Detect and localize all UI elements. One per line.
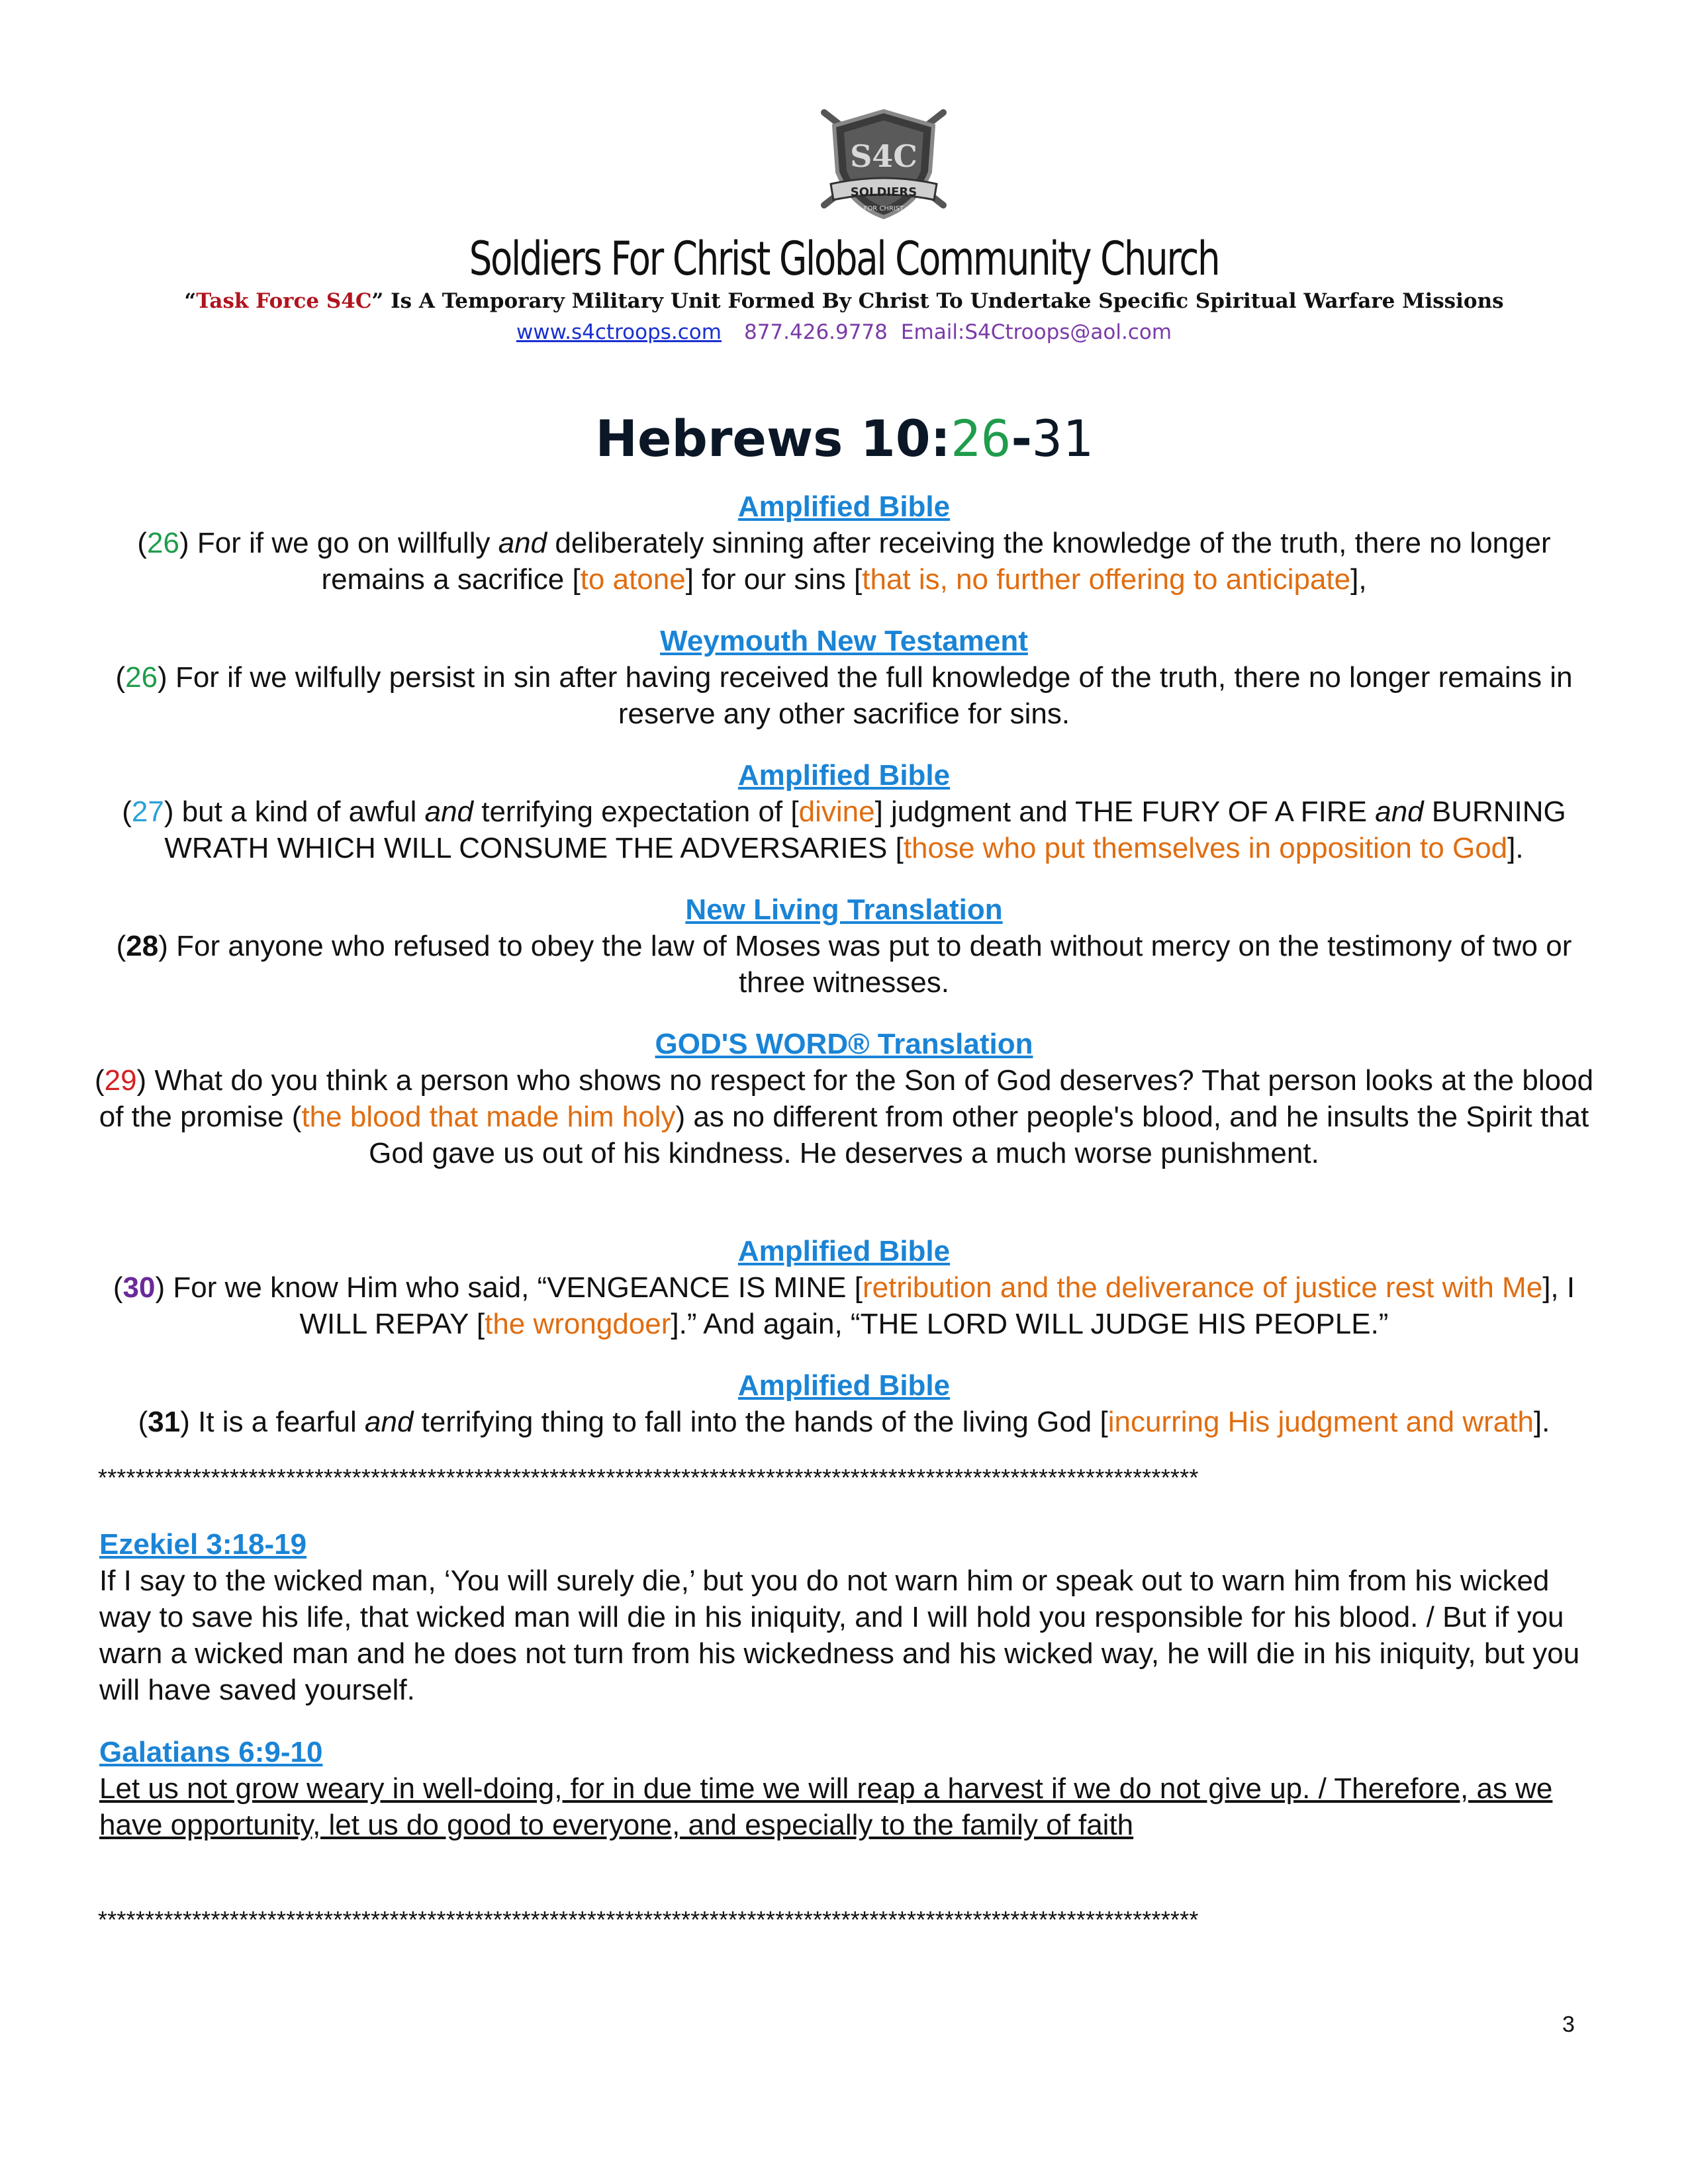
verse-number: 26 <box>147 527 179 559</box>
verse-amplification: divine <box>798 796 875 828</box>
email-address: Email:S4Ctroops@aol.com <box>900 320 1172 344</box>
verse-text: (29) What do you think a person who shows no respect for the Son of God deserves? That person looks at the blood of the promise (the blood that made him holy) as no different from other people's blood, and he insults the Spirit that God gave us out of his kindness. He deserves a much worse punishment. <box>94 1064 1594 1169</box>
separator-line: ********************************************************************************************************************* <box>98 1906 1199 1933</box>
verse-text-part: but a kind of awful <box>181 796 425 828</box>
verse-amplification: to atone <box>580 563 686 596</box>
verse-block <box>93 1233 1595 1342</box>
page-number: 3 <box>1562 2012 1575 2037</box>
reference-title[interactable]: Galatians 6:9-10 <box>99 1736 323 1768</box>
logo-text: S4C <box>850 138 917 174</box>
logo-subtext: FOR CHRIST <box>863 205 904 212</box>
reference-text: If I say to the wicked man, ‘You will surely die,’ but you do not warn him or speak out to warn him from his wicked way to save his life, that wicked man will die in his iniquity, and I will hold you responsible for his blood. / But if you warn a wicked man and he does not turn from his wickedness and his wicked way, he will die in his iniquity, but you will have saved yourself. <box>99 1565 1580 1706</box>
verse-text-part: ] for our sins [ <box>685 563 863 596</box>
verse-block <box>93 623 1595 732</box>
reference-block <box>99 1526 1595 1708</box>
tagline-task-force: Task Force S4C <box>196 289 372 313</box>
verse-text-italic: and <box>1375 796 1424 828</box>
title-start-verse: 26 <box>951 409 1011 468</box>
verse-text: (26) For if we go on willfully and deliberately sinning after receiving the knowledge of the truth, there no longer remains a sacrifice [to atone] for our sins [that is, no further offering to anticipate], <box>137 527 1551 596</box>
verse-number: 31 <box>148 1406 181 1438</box>
verse-block <box>93 1367 1595 1440</box>
verse-text-italic: and <box>424 796 474 828</box>
verse-amplification: those who put themselves in opposition to God <box>903 832 1508 864</box>
logo-banner: SOLDIERS <box>850 185 917 199</box>
verse-text-part: For if we go on willfully <box>197 527 498 559</box>
verse-block <box>93 488 1595 598</box>
translation-link[interactable]: GOD'S WORD® Translation <box>655 1028 1033 1060</box>
verse-text-part: ].” And again, “THE LORD WILL JUDGE HIS PEOPLE.” <box>671 1308 1389 1340</box>
verse-text-part: ] judgment and THE FURY OF A FIRE <box>874 796 1376 828</box>
verse-text-part: ]. <box>1533 1406 1550 1438</box>
verse-number: 27 <box>131 796 164 828</box>
page-title <box>0 409 1688 468</box>
verse-number: 30 <box>122 1271 156 1304</box>
verse-text-part: ) as no different from other people's blood, and he insults the Spirit that God gave us out of his kindness. He deserves a much worse punishment. <box>369 1101 1589 1169</box>
verse-text-part: ], <box>1350 563 1367 596</box>
reference-title[interactable]: Ezekiel 3:18-19 <box>99 1528 307 1561</box>
church-name: Soldiers For Christ Global Community Church <box>469 232 1219 286</box>
translation-link[interactable]: Weymouth New Testament <box>660 625 1028 657</box>
verse-amplification: incurring His judgment and wrath <box>1107 1406 1534 1438</box>
verse-number: 28 <box>126 930 159 962</box>
tagline-rest: ” Is A Temporary Military Unit Formed By Christ To Undertake Specific Spiritual Warfare Missions <box>371 289 1504 313</box>
verse-amplification: retribution and the deliverance of justice rest with Me <box>862 1271 1543 1304</box>
reference-text: Let us not grow weary in well-doing, for in due time we will reap a harvest if we do not give up. / Therefore, as we have opportunity, let us do good to everyone, and especially to the family of faith <box>99 1772 1553 1841</box>
translation-link[interactable]: Amplified Bible <box>737 1235 951 1267</box>
translation-link[interactable]: Amplified Bible <box>737 1369 951 1402</box>
verse-amplification: the blood that made him holy <box>301 1101 676 1133</box>
translation-link[interactable]: Amplified Bible <box>737 490 951 523</box>
title-book: Hebrews 10: <box>595 409 951 468</box>
verse-text: (28) For anyone who refused to obey the law of Moses was put to death without mercy on the testimony of two or three witnesses. <box>116 930 1572 999</box>
church-logo <box>804 106 963 222</box>
verse-number: 29 <box>104 1064 137 1097</box>
verse-text-part: It is a fearful <box>198 1406 365 1438</box>
verse-amplification: the wrongdoer <box>485 1308 671 1340</box>
verse-text-part: For we know Him who said, “VENGEANCE IS MINE [ <box>173 1271 863 1304</box>
verse-block <box>93 757 1595 866</box>
verse-amplification: that is, no further offering to anticipate <box>862 563 1351 596</box>
verse-number: 26 <box>125 661 158 694</box>
verse-text: (26) For if we wilfully persist in sin after having received the full knowledge of the truth, there no longer remains in reserve any other sacrifice for sins. <box>115 661 1573 730</box>
verse-text-italic: and <box>498 527 547 559</box>
reference-block <box>99 1734 1595 1843</box>
verse-block <box>93 891 1595 1001</box>
verse-text-part: What do you think a person who shows no respect for the Son of God deserves? That person looks at the blood of the promise ( <box>99 1064 1594 1133</box>
verse-text-part: For if we wilfully persist in sin after having received the full knowledge of the truth, there no longer remains in reserve any other sacrifice for sins. <box>175 661 1573 730</box>
phone-number: 877.426.9778 <box>743 320 888 344</box>
verse-text-part: BURNING WRATH WHICH WILL CONSUME THE ADVERSARIES [ <box>164 796 1566 864</box>
contact-line <box>0 320 1688 344</box>
verse-text: (31) It is a fearful and terrifying thing to fall into the hands of the living God [incurring His judgment and wrath]. <box>138 1406 1550 1438</box>
title-dash: - <box>1011 409 1033 468</box>
verse-text: (27) but a kind of awful and terrifying expectation of [divine] judgment and THE FURY OF A FIRE and BURNING WRATH WHICH WILL CONSUME THE ADVERSARIES [those who put themselves in opposition to God]. <box>122 796 1566 864</box>
tagline <box>0 289 1688 313</box>
translation-link[interactable]: New Living Translation <box>685 893 1003 926</box>
verse-text-part: deliberately sinning after receiving the knowledge of the truth, there no longer remains a sacrifice [ <box>321 527 1551 596</box>
verse-text-part: ], I WILL REPAY [ <box>299 1271 1575 1340</box>
verse-text-part: terrifying thing to fall into the hands of the living God [ <box>413 1406 1108 1438</box>
tagline-open-quote: “ <box>184 289 197 313</box>
translation-link[interactable]: Amplified Bible <box>737 759 951 792</box>
title-end-verse: 31 <box>1032 409 1093 468</box>
verse-text-italic: and <box>365 1406 414 1438</box>
website-link[interactable]: www.s4ctroops.com <box>516 320 722 344</box>
verse-text-part: ]. <box>1507 832 1524 864</box>
verse-block <box>93 1026 1595 1171</box>
verse-text-part: terrifying expectation of [ <box>473 796 799 828</box>
verse-text-part: For anyone who refused to obey the law of Moses was put to death without mercy on the testimony of two or three witnesses. <box>176 930 1572 999</box>
separator-line: ********************************************************************************************************************* <box>98 1464 1199 1491</box>
verse-text: (30) For we know Him who said, “VENGEANCE IS MINE [retribution and the deliverance of justice rest with Me], I WILL REPAY [the wrongdoer].” And again, “THE LORD WILL JUDGE HIS PEOPLE.” <box>113 1271 1575 1340</box>
